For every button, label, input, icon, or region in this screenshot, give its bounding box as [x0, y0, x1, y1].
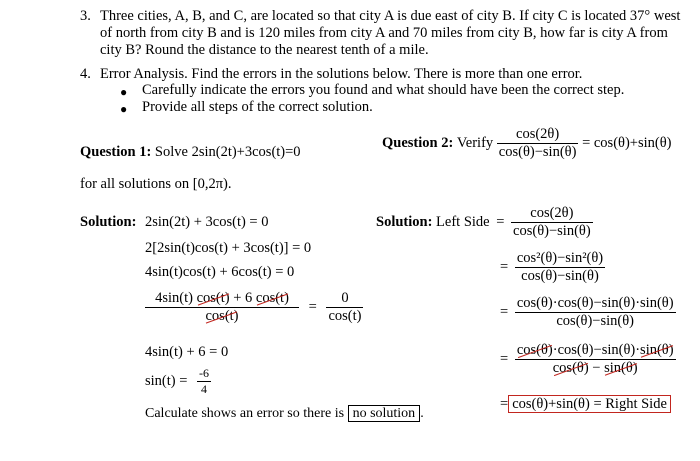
- q1-step-6: sin(t) = $\frac{-6}{4}$: [145, 366, 210, 396]
- no-solution-box: no solution: [348, 405, 421, 422]
- question-1-header: [80, 144, 301, 161]
- q1-conclusion: Calculate shows an error so there is no solution .: [145, 406, 424, 421]
- q2-solution-header: Solution: Left Side = $\frac{\cos(2\theta)}{\cos(\theta)-\sin(\theta)}$: [376, 205, 591, 239]
- cancel-mark: cos(θ): [552, 360, 589, 376]
- question-1-domain: for all solutions on [0,2π).: [80, 176, 232, 192]
- cancel-mark: sin(θ): [640, 342, 674, 358]
- q1-step-4: $\frac{4\sin(t) \cos(t) + 6 \cos(t)}{\cos(t)}$ = $\frac{0}{\cos(t)}$: [145, 290, 363, 325]
- q1-step-3: 4sin(t)cos(t) + 6cos(t) = 0: [145, 264, 295, 280]
- q2-step-2: = $\frac{\text{cos²(θ)−sin²(θ)}}{\cos(\theta)-\sin(\theta)}$: [500, 250, 604, 284]
- problem-3-number: 3.: [80, 8, 91, 24]
- question-2-fraction: $\frac{\cos(2\theta)}{\cos(\theta)-\sin(\theta)}$: [498, 126, 577, 160]
- problem-3-line-1: Three cities, A, B, and C, are located so that city A is due east of city B. If city C is located 37° west: [100, 8, 681, 24]
- problem-4-number: 4.: [80, 66, 91, 82]
- bullet-icon: ●: [120, 102, 128, 116]
- question-1-label: Question 1:: [80, 144, 152, 160]
- question-2-label: Question 2:: [382, 135, 454, 151]
- q2-step-4: = $\frac{\cos(\theta)\cdot\cos(\theta)-\sin(\theta)\cdot\sin(\theta)}{\cos(\theta) - \sin(\theta)}$: [500, 342, 674, 376]
- question-2-verify: Verify: [456, 135, 494, 151]
- question-1-solution-label: Solution:: [80, 214, 137, 230]
- problem-4-line-1: Error Analysis. Find the errors in the solutions below. There is more than one error.: [100, 66, 583, 82]
- q1-step-4-rhs: $\frac{0}{\cos(t)}$: [328, 290, 362, 324]
- question-1-prompt: Solve 2sin(2t)+3cos(t)=0: [154, 144, 301, 160]
- cancel-mark: cos(t): [196, 290, 230, 306]
- right-side-box: cos(θ)+sin(θ) = Right Side: [508, 395, 671, 413]
- question-2-header: [382, 126, 672, 161]
- q1-step-4-lhs: $\frac{4\sin(t) \cos(t) + 6 \cos(t)}{\cos(t)}$: [145, 290, 299, 325]
- problem-3-line-2: of north from city B and is 120 miles from city A and 70 miles from city B, how far is city A from: [100, 25, 668, 41]
- q1-step-1: 2sin(2t) + 3cos(t) = 0: [145, 214, 269, 230]
- cancel-mark: cos(t): [205, 308, 239, 324]
- problem-3-line-3: city B? Round the distance to the nearest tenth of a mile.: [100, 42, 429, 58]
- cancel-mark: cos(θ): [516, 342, 553, 358]
- q2-final: = cos(θ)+sin(θ) = Right Side: [500, 396, 671, 413]
- q2-step-3: = $\frac{\cos(\theta)\cdot\cos(\theta)-\sin(\theta)\cdot\sin(\theta)}{\cos(\theta)-\sin(\theta)}$: [500, 295, 674, 329]
- question-2-rhs: = cos(θ)+sin(θ): [582, 135, 672, 151]
- q1-step-5: 4sin(t) + 6 = 0: [145, 344, 229, 360]
- cancel-mark: sin(θ): [604, 360, 638, 376]
- problem-4-bullet-1: Carefully indicate the errors you found and what should have been the correct step.: [142, 82, 625, 98]
- cancel-mark: cos(t): [255, 290, 289, 306]
- problem-4-bullet-2: Provide all steps of the correct solution.: [142, 99, 373, 115]
- q2-step-1: $\frac{\cos(2\theta)}{\cos(\theta)-\sin(\theta)}$: [513, 205, 591, 239]
- q1-step-2: 2[2sin(t)cos(t) + 3cos(t)] = 0: [145, 240, 312, 256]
- bullet-icon: ●: [120, 85, 128, 99]
